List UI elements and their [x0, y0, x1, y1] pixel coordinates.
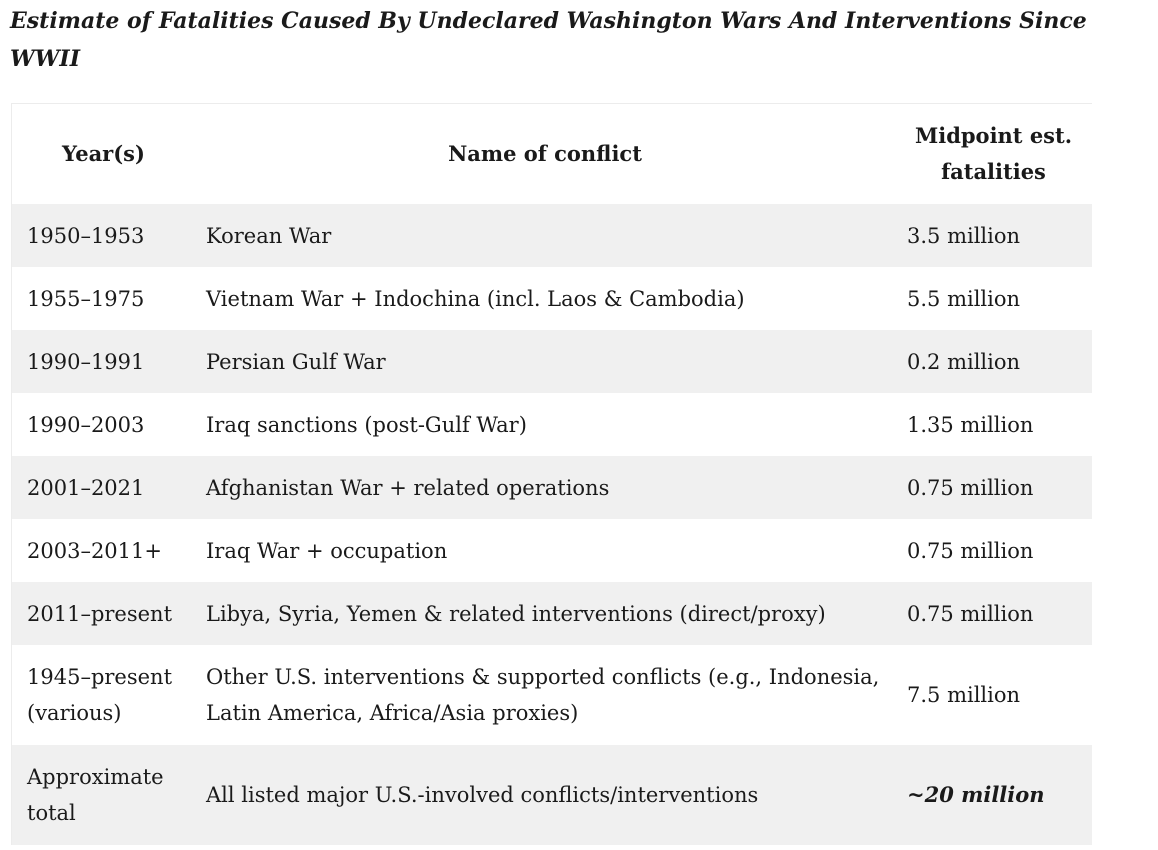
cell-fatalities: 5.5 million [907, 286, 1021, 311]
cell-years: 2003–2011+ [27, 538, 162, 563]
cell-years: 1990–1991 [27, 349, 145, 374]
cell-fatalities [895, 745, 1092, 845]
table-row [12, 582, 1092, 645]
table-row [12, 204, 1092, 267]
cell-conflict: Iraq War + occupation [206, 538, 448, 563]
cell-conflict: Libya, Syria, Yemen & related interventions (direct/proxy) [206, 601, 826, 626]
cell-fatalities: 0.75 million [907, 475, 1034, 500]
table-header-row [12, 104, 1092, 204]
cell-conflict: Other U.S. interventions & supported conflicts (e.g., Indonesia, Latin America, Africa/Asia proxies) [206, 665, 880, 725]
cell-conflict: Korean War [206, 223, 332, 248]
cell-years: 1950–1953 [27, 223, 145, 248]
page-title: Estimate of Fatalities Caused By Undeclared Washington Wars And Interventions Since WWII [10, 8, 1087, 72]
cell-conflict: Iraq sanctions (post-Gulf War) [206, 412, 527, 437]
total-fatalities-value: ~20 million [907, 782, 1045, 807]
cell-years: Approximate total [27, 765, 164, 825]
table-row [12, 519, 1092, 582]
cell-years: 1990–2003 [27, 412, 145, 437]
cell-fatalities: 3.5 million [907, 223, 1021, 248]
table-row [12, 456, 1092, 519]
cell-fatalities: 7.5 million [907, 683, 1021, 707]
cell-conflict: Vietnam War + Indochina (incl. Laos & Cambodia) [206, 286, 745, 311]
header-years: Year(s) [12, 104, 195, 204]
table-row [12, 330, 1092, 393]
cell-years: 1955–1975 [27, 286, 145, 311]
cell-conflict: Afghanistan War + related operations [206, 475, 610, 500]
cell-years: 1945–present (various) [27, 665, 173, 725]
table-row [12, 267, 1092, 330]
cell-fatalities: 0.2 million [907, 349, 1021, 374]
cell-fatalities: 0.75 million [907, 538, 1034, 563]
table-row [12, 645, 1092, 745]
cell-fatalities: 1.35 million [907, 412, 1034, 437]
cell-conflict: All listed major U.S.-involved conflicts/interventions [206, 783, 759, 807]
table-row [12, 393, 1092, 456]
cell-fatalities: 0.75 million [907, 601, 1034, 626]
cell-years: 2001–2021 [27, 475, 145, 500]
header-fatalities: Midpoint est. fatalities [895, 104, 1092, 204]
cell-conflict: Persian Gulf War [206, 349, 386, 374]
total-row [12, 745, 1092, 845]
header-conflict: Name of conflict [195, 104, 895, 204]
fatalities-table [11, 103, 1092, 845]
cell-years: 2011–present [27, 601, 173, 626]
